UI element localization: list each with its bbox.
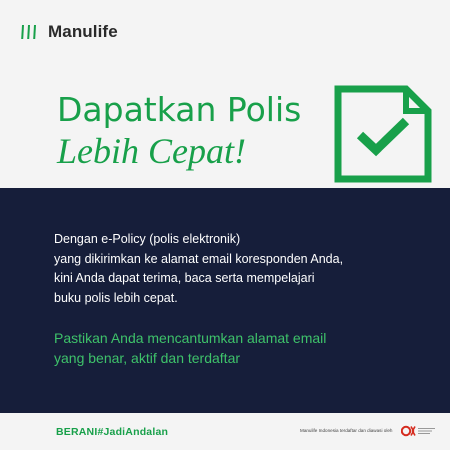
hashtag[interactable]: BERANI#JadiAndalan — [56, 426, 169, 438]
manulife-bars-icon — [20, 23, 38, 41]
brand-logo[interactable] — [20, 22, 118, 42]
ojk-logo-icon — [401, 424, 437, 438]
legal-text: Manulife Indonesia terdaftar dan diawasi oleh — [300, 428, 393, 433]
document-check-icon — [334, 85, 432, 183]
headline: Dapatkan Polis — [57, 90, 302, 129]
brand-name: Manulife — [48, 22, 118, 41]
body-line: yang dikirimkan ke alamat email koresponden Anda, — [54, 251, 344, 266]
body-line: kini Anda dapat terima, baca serta mempelajari — [54, 271, 315, 285]
cta-text — [54, 328, 434, 368]
cta-line: yang benar, aktif dan terdaftar — [54, 350, 241, 366]
cta-line: Pastikan Anda mencantumkan alamat email — [54, 330, 327, 346]
subheadline: Lebih Cepat! — [57, 131, 246, 171]
body-line: Dengan e-Policy (polis elektronik) — [54, 232, 241, 246]
body-line: buku polis lebih cepat. — [54, 290, 178, 305]
body-text — [54, 230, 434, 308]
